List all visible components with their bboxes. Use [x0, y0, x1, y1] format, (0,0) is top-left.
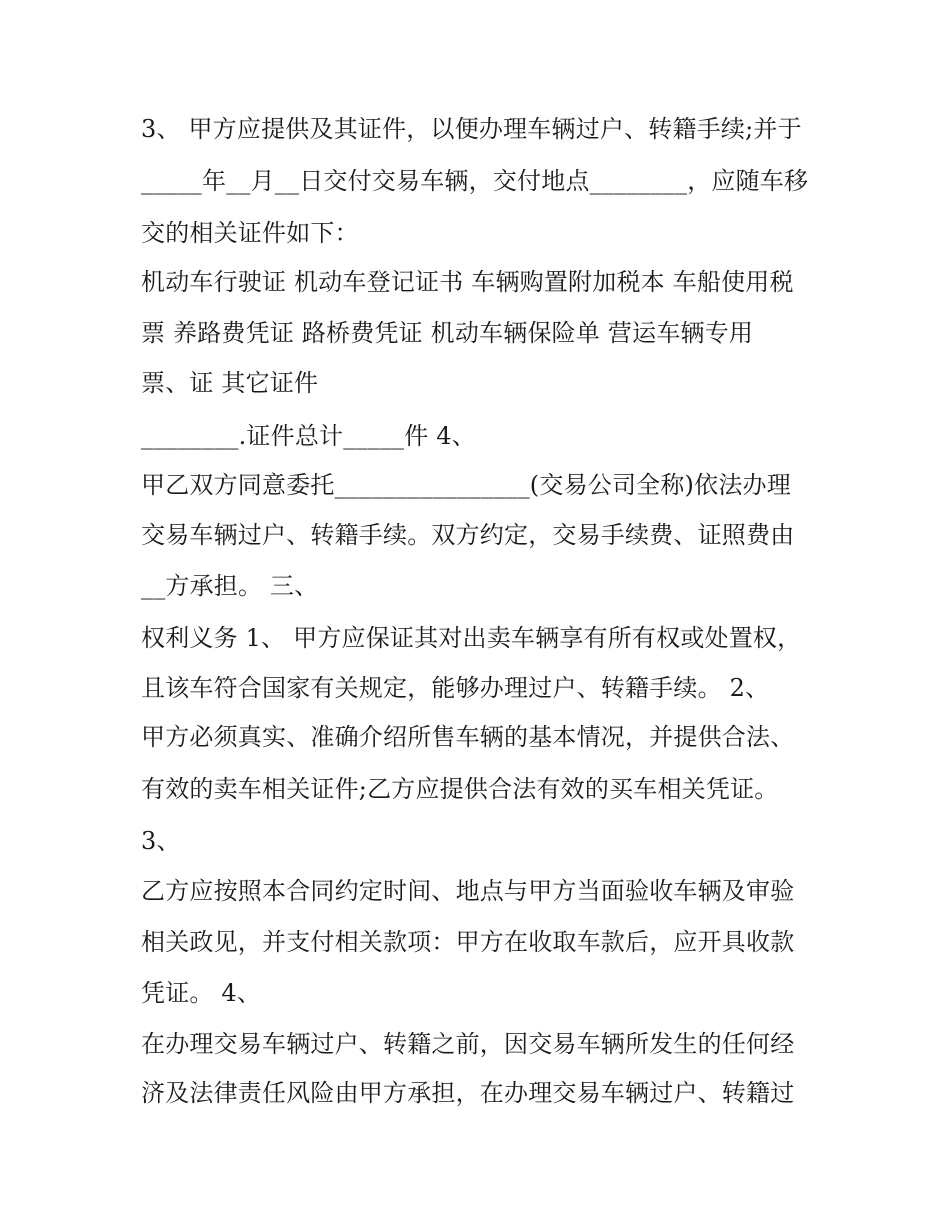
text-line-3: 交的相关证件如下： [141, 219, 359, 247]
text-line-4: 机动车行驶证 机动车登记证书 车辆购置附加税本 车船使用税 [141, 268, 794, 296]
text-line-6: 票、证 其它证件 [141, 369, 319, 397]
text-line-2: _____年__月__日交付交易车辆，交付地点________，应随车移 [141, 167, 809, 195]
text-line-5: 票 养路费凭证 路桥费凭证 机动车辆保险单 营运车辆专用 [141, 319, 754, 347]
text-line-16: 乙方应按照本合同约定时间、地点与甲方当面验收车辆及审验 [141, 877, 795, 905]
text-line-14: 有效的卖车相关证件;乙方应提供合法有效的买车相关凭证。 [141, 775, 779, 803]
text-line-8: 甲乙双方同意委托________________(交易公司全称)依法办理 [141, 471, 791, 499]
text-line-13: 甲方必须真实、准确介绍所售车辆的基本情况，并提供合法、 [141, 723, 795, 751]
text-line-15: 3、 [141, 827, 181, 855]
text-line-7: ________.证件总计_____件 4、 [141, 422, 476, 450]
text-line-12: 且该车符合国家有关规定，能够办理过户、转籍手续。 2、 [141, 674, 770, 702]
text-line-19: 在办理交易车辆过户、转籍之前，因交易车辆所发生的任何经 [141, 1030, 795, 1058]
text-line-10: __方承担。 三、 [141, 572, 319, 600]
text-line-9: 交易车辆过户、转籍手续。双方约定，交易手续费、证照费由 [141, 521, 795, 549]
text-line-18: 凭证。 4、 [141, 979, 262, 1007]
text-line-1: 3、 甲方应提供及其证件，以便办理车辆过户、转籍手续;并于 [141, 115, 802, 143]
text-line-20: 济及法律责任风险由甲方承担，在办理交易车辆过户、转籍过 [141, 1079, 795, 1107]
text-line-11: 权利义务 1、 甲方应保证其对出卖车辆享有所有权或处置权， [141, 624, 802, 652]
text-line-17: 相关政见，并支付相关款项：甲方在收取车款后，应开具收款 [141, 928, 795, 956]
